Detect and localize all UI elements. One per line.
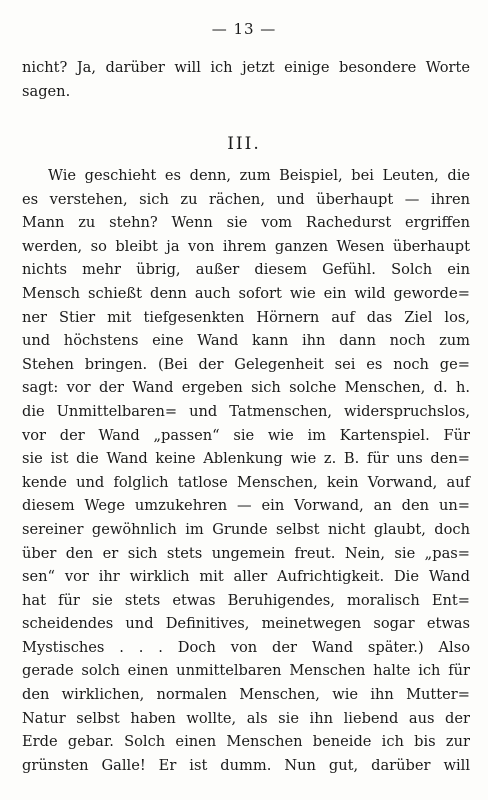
text-line: und höchstens eine Wand kann ihn dann noch zum (22, 332, 470, 350)
text-line: sie ist die Wand keine Ablenkung wie z. B. für uns den= (22, 450, 470, 468)
text-line: Stehen bringen. (Bei der Gelegenheit sei es noch ge= (22, 355, 470, 373)
text-line: scheidendes und Definitives, meinetwegen sogar etwas (22, 615, 470, 633)
text-line: diesem Wege umzukehren — ein Vorwand, an den un= (22, 497, 470, 515)
intro-paragraph (22, 56, 470, 103)
text-line: die Unmittelbaren= und Tatmenschen, widerspruchslos, (22, 402, 470, 420)
text-line: kende und folglich tatlose Menschen, kein Vorwand, auf (22, 473, 470, 491)
text-line: grünsten Galle! Er ist dumm. Nun gut, darüber will (22, 756, 470, 774)
text-line: nicht? Ja, darüber will ich jetzt einige besondere Worte (22, 59, 470, 76)
text-line: werden, so bleibt ja von ihrem ganzen Wesen überhaupt (22, 237, 470, 255)
page-number: — 13 — (211, 20, 277, 38)
text-line: nichts mehr übrig, außer diesem Gefühl. Solch ein (22, 261, 470, 279)
text-line: Mann zu stehn? Wenn sie vom Rachedurst ergriffen (22, 214, 470, 232)
text-line: es verstehen, sich zu rächen, und überhaupt — ihren (22, 190, 470, 208)
chapter-heading: III. (227, 134, 261, 154)
text-line: sagen. (22, 82, 71, 100)
text-line: sereiner gewöhnlich im Grunde selbst nicht glaubt, doch (22, 520, 470, 538)
text-line: Erde gebar. Solch einen Menschen beneide ich bis zur (22, 733, 470, 751)
text-line: über den er sich stets ungemein freut. Nein, sie „pas= (22, 544, 470, 562)
text-line: Mensch schießt denn auch sofort wie ein wild geworde= (22, 284, 470, 302)
text-line: Natur selbst haben wollte, als sie ihn liebend aus der (22, 709, 470, 727)
chapter-body-paragraph (22, 164, 470, 777)
text-line: sen“ vor ihr wirklich mit aller Aufrichtigkeit. Die Wand (22, 568, 470, 586)
text-line: sagt: vor der Wand ergeben sich solche Menschen, d. h. (22, 379, 470, 397)
text-line: Mystisches . . . Doch von der Wand später.) Also (22, 638, 470, 656)
text-line: hat für sie stets etwas Beruhigendes, moralisch Ent= (22, 591, 470, 609)
text-line: vor der Wand „passen“ sie wie im Kartenspiel. Für (22, 426, 470, 444)
text-line: gerade solch einen unmittelbaren Menschen halte ich für (22, 662, 470, 680)
text-line: ner Stier mit tiefgesenkten Hörnern auf das Ziel los, (22, 308, 470, 326)
text-line: Wie geschieht es denn, zum Beispiel, bei Leuten, die (48, 167, 470, 184)
text-line: den wirklichen, normalen Menschen, wie ihn Mutter= (22, 686, 470, 704)
